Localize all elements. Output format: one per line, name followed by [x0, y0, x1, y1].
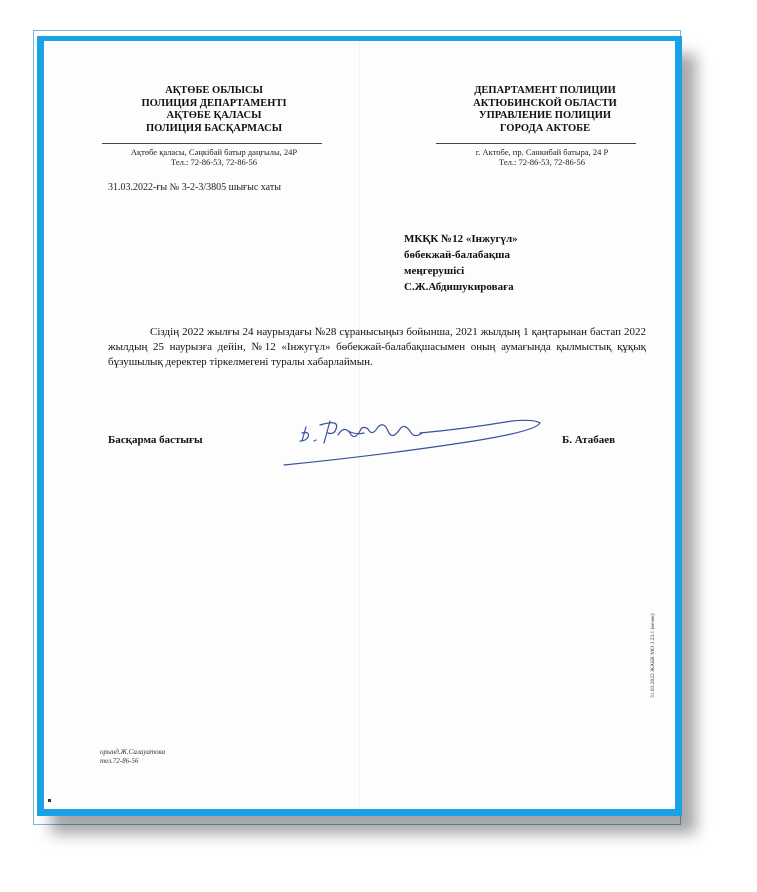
recipient-line: меңгерушісі [404, 265, 465, 277]
right-address [427, 147, 657, 167]
right-header-line: УПРАВЛЕНИЕ ПОЛИЦИИ [478, 110, 612, 121]
right-header-line: АКТЮБИНСКОЙ ОБЛАСТИ [473, 97, 617, 109]
recipient-line: МКҚК №12 «Інжугүл» [404, 233, 518, 245]
left-header-rule [102, 143, 322, 144]
right-phone: Тел.: 72-86-53, 72-86-56 [498, 157, 586, 167]
left-address-line: Ақтөбе қаласы, Сәңкібай батыр даңғылы, 24Р [130, 147, 298, 157]
executor-note [100, 748, 165, 766]
recipient-block [404, 231, 518, 295]
left-header [99, 85, 329, 135]
right-header-rule [436, 143, 636, 144]
executor-name: орынд.Ж.Салауатова [100, 748, 166, 756]
outgoing-reference: 31.03.2022-ғы № 3-2-3/3805 шығыс хаты [108, 182, 281, 193]
right-address-line: г. Актобе, пр. Санкибай батыра, 24 Р [475, 147, 609, 157]
recipient-line: С.Ж.Абдишукироваға [404, 281, 514, 293]
handwritten-signature [244, 411, 554, 471]
corner-mark [48, 799, 51, 802]
letter-body: Сіздің 2022 жылғы 24 наурыздағы №28 сұранысыңыз бойынша, 2021 жылдың 1 қаңтарынан бастап 2022 жылдың 25 наурызға дейін, №12 «Інжугүл» бөбекжай-балабақшасымен оның аумағында қылмыстық құқық бұзушылық деректер тіркелмегені туралы хабарлаймын. [108, 326, 646, 368]
right-header-line: ГОРОДА АКТОБЕ [499, 122, 591, 134]
recipient-line: бөбекжай-балабақша [404, 249, 510, 261]
side-registration-stamp: 31.03.2022 ЖАБК МО 3.23.1 (кезек) [650, 613, 656, 698]
left-header-line: ПОЛИЦИЯ БАСҚАРМАСЫ [145, 122, 283, 134]
left-header-line: ПОЛИЦИЯ ДЕПАРТАМЕНТІ [141, 97, 287, 109]
executor-phone: тел.72-86-56 [100, 757, 139, 765]
left-phone: Тел.: 72-86-53, 72-86-56 [170, 157, 258, 167]
right-header [430, 85, 660, 135]
signer-title: Басқарма бастығы [108, 434, 203, 446]
signer-name: Б. Атабаев [562, 434, 616, 446]
left-header-line: АҚТӨБЕ ОБЛЫСЫ [165, 85, 263, 96]
right-header-line: ДЕПАРТАМЕНТ ПОЛИЦИИ [474, 85, 616, 96]
left-address [94, 147, 334, 167]
document-frame [37, 36, 682, 816]
letter-page [44, 41, 675, 809]
left-header-line: АҚТӨБЕ ҚАЛАСЫ [166, 110, 262, 121]
